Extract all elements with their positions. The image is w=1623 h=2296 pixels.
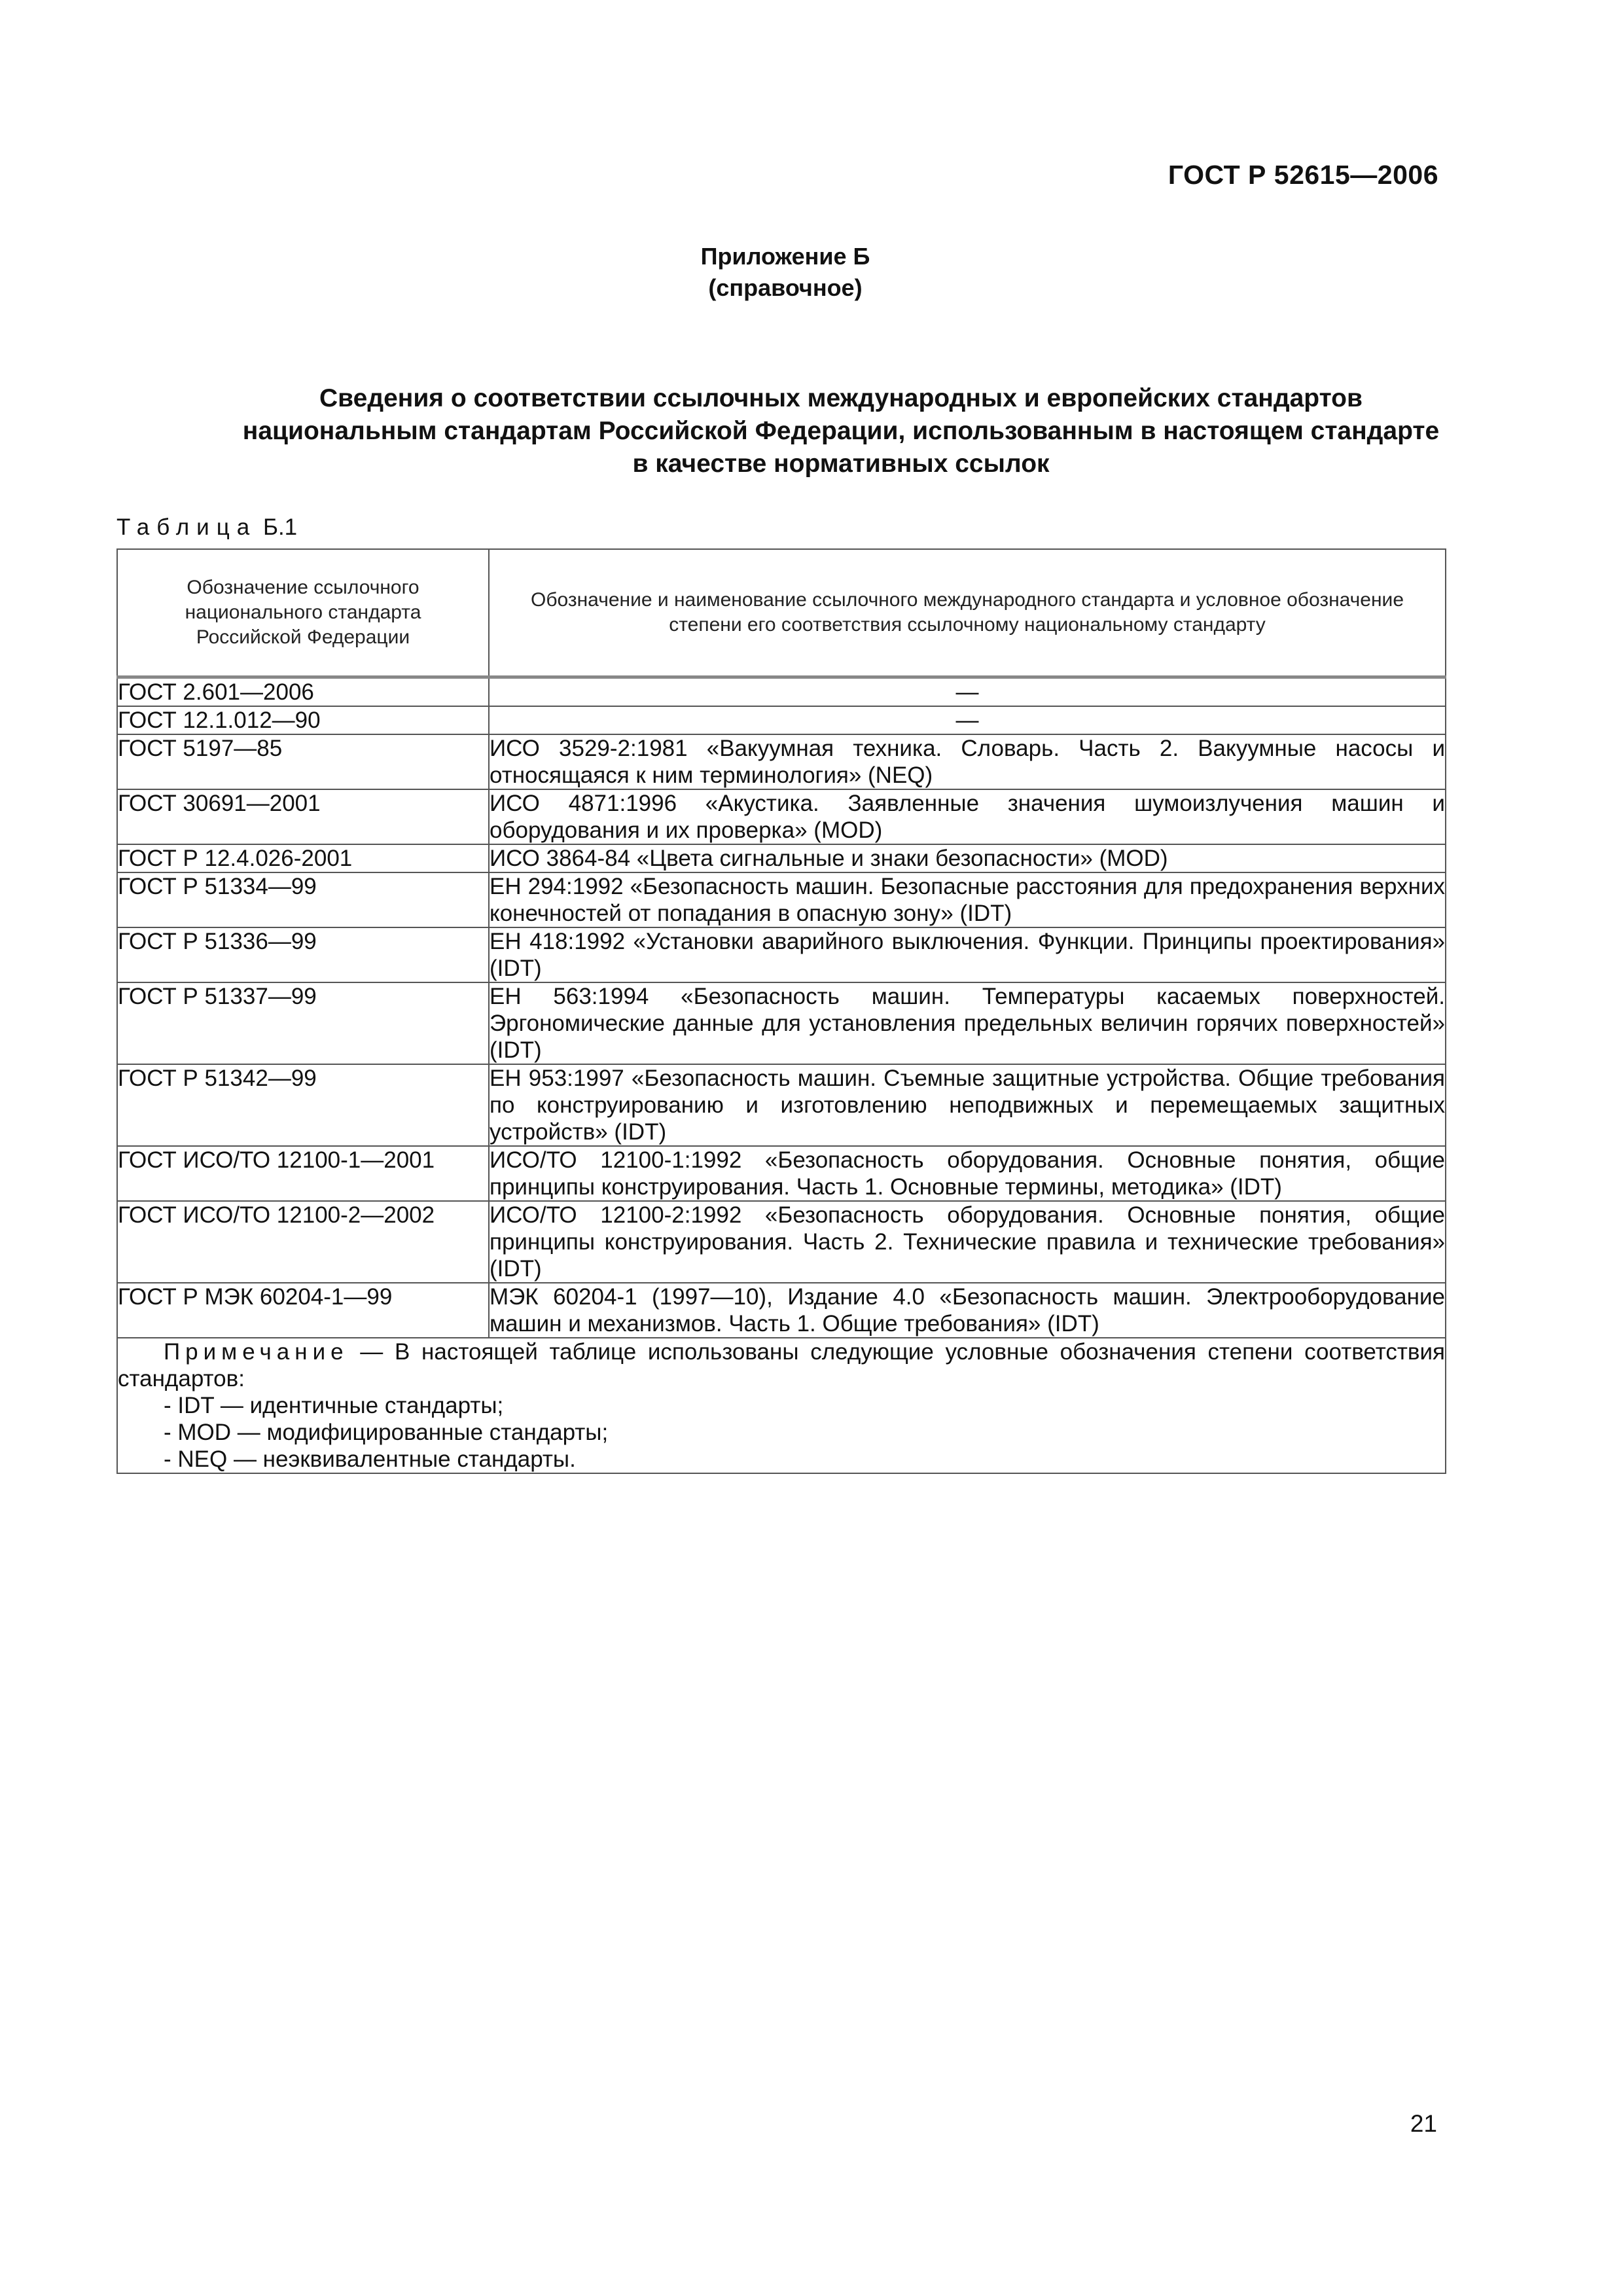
national-standard-cell: ГОСТ Р 51337—99 xyxy=(117,982,489,1064)
annex-kind: (справочное) xyxy=(708,274,863,301)
table-row xyxy=(117,1283,1446,1338)
table-row xyxy=(117,677,1446,707)
note-text: — В настоящей таблице использованы следующие условные обозначения степени соответствия стандартов: xyxy=(118,1339,1445,1391)
international-standard-cell: ЕН 953:1997 «Безопасность машин. Съемные защитные устройства. Общие требования по конструированию и изготовлению неподвижных и перемещаемых защитных устройств» (IDT) xyxy=(490,1066,1445,1145)
national-standard-cell: ГОСТ Р 51334—99 xyxy=(117,872,489,927)
national-standard-cell: ГОСТ ИСО/ТО 12100-1—2001 xyxy=(117,1146,489,1201)
national-standard-cell: ГОСТ Р 51336—99 xyxy=(117,927,489,982)
table-row xyxy=(117,1146,1446,1201)
national-standard-cell: ГОСТ 5197—85 xyxy=(117,734,489,789)
national-standard-cell: ГОСТ Р 12.4.026-2001 xyxy=(117,844,489,872)
document-code: ГОСТ Р 52615—2006 xyxy=(1168,160,1438,190)
header-international-standard: Обозначение и наименование ссылочного международного стандарта и условное обозначение степени его соответствия ссылочному национальному стандарту xyxy=(489,549,1446,677)
note-label: Примечание xyxy=(164,1339,349,1365)
national-standard-cell: ГОСТ Р 51342—99 xyxy=(117,1064,489,1146)
international-standard-cell: ЕН 294:1992 «Безопасность машин. Безопасные расстояния для предохранения верхних конечностей от попадания в опасную зону» (IDT) xyxy=(490,874,1445,926)
table-label-number: Б.1 xyxy=(262,514,298,540)
international-standard-cell: ИСО 3864-84 «Цвета сигнальные и знаки безопасности» (MOD) xyxy=(489,844,1446,872)
header-national-standard: Обозначение ссылочного национального стандарта Российской Федерации xyxy=(117,549,489,677)
table-header-row xyxy=(117,549,1446,677)
national-standard-cell: ГОСТ ИСО/ТО 12100-2—2002 xyxy=(117,1201,489,1283)
international-standard-cell: — xyxy=(489,706,1446,734)
table-row xyxy=(117,789,1446,844)
national-standard-cell: ГОСТ 12.1.012—90 xyxy=(117,706,489,734)
annex-heading xyxy=(0,241,1571,304)
section-title-line: Сведения о соответствии ссылочных международных и европейских стандартов xyxy=(319,384,1363,412)
section-title xyxy=(105,382,1577,480)
section-title-line: в качестве нормативных ссылок xyxy=(632,450,1050,478)
table-label-word: Таблица xyxy=(116,514,257,540)
international-standard-cell: ИСО/ТО 12100-1:1992 «Безопасность оборудования. Основные понятия, общие принципы конструирования. Часть 1. Основные термины, методика» (IDT) xyxy=(490,1147,1445,1200)
table-row xyxy=(117,844,1446,872)
international-standard-cell: ЕН 563:1994 «Безопасность машин. Температуры касаемых поверхностей. Эргономические данные для установления предельных величин горячих поверхностей» (IDT) xyxy=(490,984,1445,1063)
note-item: - MOD — модифицированные стандарты; xyxy=(164,1420,609,1445)
table-row xyxy=(117,706,1446,734)
table-note-row xyxy=(117,1338,1446,1473)
note-item: - IDT — идентичные стандарты; xyxy=(164,1393,504,1418)
table-row xyxy=(117,734,1446,789)
international-standard-cell: МЭК 60204-1 (1997—10), Издание 4.0 «Безопасность машин. Электрооборудование машин и механизмов. Часть 1. Общие требования» (IDT) xyxy=(490,1284,1445,1336)
note-item: - NEQ — неэквивалентные стандарты. xyxy=(164,1446,576,1472)
international-standard-cell: ИСО 3529-2:1981 «Вакуумная техника. Словарь. Часть 2. Вакуумные насосы и относящаяся к ним терминология» (NEQ) xyxy=(490,736,1445,788)
international-standard-cell: ИСО/ТО 12100-2:1992 «Безопасность оборудования. Основные понятия, общие принципы конструирования. Часть 2. Технические правила и технические требования» (IDT) xyxy=(490,1202,1445,1282)
table-row xyxy=(117,982,1446,1064)
national-standard-cell: ГОСТ 2.601—2006 xyxy=(117,677,489,707)
table-note xyxy=(117,1338,1446,1473)
page-number: 21 xyxy=(1410,2110,1437,2137)
table-label xyxy=(116,514,297,541)
international-standard-cell: — xyxy=(489,677,1446,707)
table-row xyxy=(117,1064,1446,1146)
standards-table xyxy=(116,548,1446,1474)
national-standard-cell: ГОСТ 30691—2001 xyxy=(117,789,489,844)
international-standard-cell: ИСО 4871:1996 «Акустика. Заявленные значения шумоизлучения машин и оборудования и их проверка» (MOD) xyxy=(490,791,1445,843)
table-row xyxy=(117,927,1446,982)
annex-title: Приложение Б xyxy=(700,243,870,270)
table-row xyxy=(117,1201,1446,1283)
table-row xyxy=(117,872,1446,927)
note-paragraph xyxy=(118,1338,1445,1392)
national-standard-cell: ГОСТ Р МЭК 60204-1—99 xyxy=(117,1283,489,1338)
international-standard-cell: ЕН 418:1992 «Установки аварийного выключения. Функции. Принципы проектирования» (IDT) xyxy=(490,929,1445,981)
section-title-line: национальным стандартам Российской Федерации, использованным в настоящем стандарте xyxy=(242,417,1440,445)
